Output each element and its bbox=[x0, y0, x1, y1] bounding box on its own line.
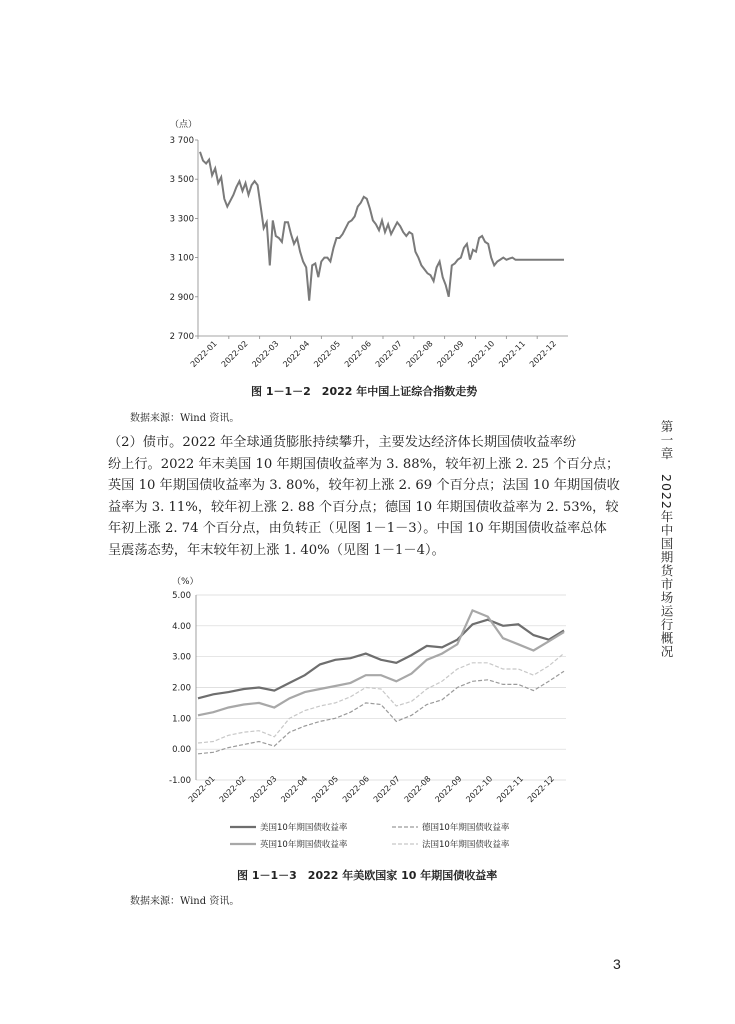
chart2-x-tick-label: 2022-05 bbox=[310, 774, 341, 805]
chart2-y-tick-label: -1.00 bbox=[169, 776, 191, 786]
chart2-x-tick-label: 2022-07 bbox=[371, 774, 402, 805]
page-number: 3 bbox=[613, 956, 621, 972]
chart2-x-tick-label: 2022-09 bbox=[433, 774, 464, 805]
chart2-y-tick-label: 1.00 bbox=[172, 714, 191, 725]
chart1-x-tick-label: 2022-10 bbox=[466, 339, 497, 370]
chart1-x-tick-label: 2022-06 bbox=[342, 339, 373, 370]
paragraph-line: 英国 10 年期国债收益率为 3. 80%，较年初上涨 2. 69 个百分点；法国 10 年期国债收 bbox=[108, 478, 620, 494]
chart2-x-tick-label: 2022-02 bbox=[217, 774, 248, 805]
chart1-y-tick-label: 3 700 bbox=[169, 136, 194, 146]
chapter-sidebar: 第一章 2022年中国期货市场运行概况 bbox=[659, 420, 674, 659]
chart2-x-tick-label: 2022-12 bbox=[525, 774, 556, 805]
chart2-series-line-3 bbox=[198, 671, 564, 754]
paragraph-line: 呈震荡态势，年末较年初上涨 1. 40%（见图 1－1－4）。 bbox=[108, 542, 445, 558]
figure2-source: 数据来源：Wind 资讯。 bbox=[130, 896, 240, 907]
chart2-legend-label: 美国10年期国债收益率 bbox=[260, 823, 348, 833]
chart2-legend-label: 英国10年期国债收益率 bbox=[260, 840, 348, 850]
chart2-x-tick-label: 2022-01 bbox=[186, 774, 217, 805]
paragraph-line: 益率为 3. 11%，较年初上涨 2. 88 个百分点；德国 10 年期国债收益率为 2. 53%，较 bbox=[108, 499, 619, 515]
chart2-x-tick-label: 2022-11 bbox=[495, 774, 526, 805]
chart1-x-tick-label: 2022-07 bbox=[373, 339, 404, 370]
bond-yield-chart bbox=[150, 575, 590, 855]
chart2-legend-label: 法国10年期国债收益率 bbox=[422, 840, 510, 850]
chart2-series-line-1 bbox=[198, 620, 564, 699]
chart1-x-tick-label: 2022-12 bbox=[527, 339, 558, 370]
chart2-y-tick-label: 3.00 bbox=[172, 652, 191, 663]
chart2-x-tick-label: 2022-06 bbox=[340, 774, 371, 805]
chart2-series-line-4 bbox=[198, 653, 564, 743]
chart1-y-tick-label: 2 700 bbox=[169, 332, 194, 342]
chart1-x-tick-label: 2022-05 bbox=[312, 339, 343, 370]
figure2-caption: 图 1－1－3 2022 年美欧国家 10 年期国债收益率 bbox=[237, 869, 498, 882]
chart2-x-tick-label: 2022-03 bbox=[248, 774, 279, 805]
chart2-legend-label: 德国10年期国债收益率 bbox=[422, 823, 510, 833]
chart1-series-line bbox=[200, 152, 564, 301]
chart2-y-tick-label: 2.00 bbox=[172, 683, 191, 694]
chart1-x-tick-label: 2022-02 bbox=[219, 339, 250, 370]
shanghai-index-chart bbox=[150, 115, 590, 385]
chart1-x-tick-label: 2022-04 bbox=[281, 339, 312, 370]
chart1-y-tick-label: 3 100 bbox=[169, 253, 194, 264]
figure1-source: 数据来源：Wind 资讯。 bbox=[130, 413, 240, 424]
chart1-x-tick-label: 2022-11 bbox=[497, 339, 528, 370]
chart1-unit-label: （点） bbox=[170, 120, 198, 130]
chart2-x-tick-label: 2022-04 bbox=[279, 774, 310, 805]
paragraph-line: 纷上行。2022 年末美国 10 年期国债收益率为 3. 88%，较年初上涨 2. 25 个百分点； bbox=[108, 456, 620, 472]
paragraph-line: 年初上涨 2. 74 个百分点，由负转正（见图 1－1－3）。中国 10 年期国债收益率总体 bbox=[108, 521, 607, 537]
chart1-y-tick-label: 3 500 bbox=[169, 175, 194, 186]
chart2-unit-label: （%） bbox=[172, 577, 199, 587]
body-paragraph bbox=[108, 432, 630, 562]
chart2-y-tick-label: 5.00 bbox=[172, 591, 191, 601]
chart2-x-tick-label: 2022-08 bbox=[402, 774, 433, 805]
chart2-x-tick-label: 2022-10 bbox=[464, 774, 495, 805]
chart1-x-tick-label: 2022-08 bbox=[404, 339, 435, 370]
paragraph-line: （2）债市。2022 年全球通货膨胀持续攀升，主要发达经济体长期国债收益率纷 bbox=[108, 435, 577, 450]
chart1-x-tick-label: 2022-03 bbox=[250, 339, 281, 370]
chart2-y-tick-label: 4.00 bbox=[172, 621, 191, 632]
chart1-x-tick-label: 2022-01 bbox=[188, 339, 219, 370]
chart2-y-tick-label: 0.00 bbox=[172, 745, 191, 756]
chart1-y-tick-label: 2 900 bbox=[169, 292, 194, 303]
figure1-caption: 图 1－1－2 2022 年中国上证综合指数走势 bbox=[251, 385, 478, 398]
chart1-y-tick-label: 3 300 bbox=[169, 214, 194, 225]
chart1-x-tick-label: 2022-09 bbox=[435, 339, 466, 370]
